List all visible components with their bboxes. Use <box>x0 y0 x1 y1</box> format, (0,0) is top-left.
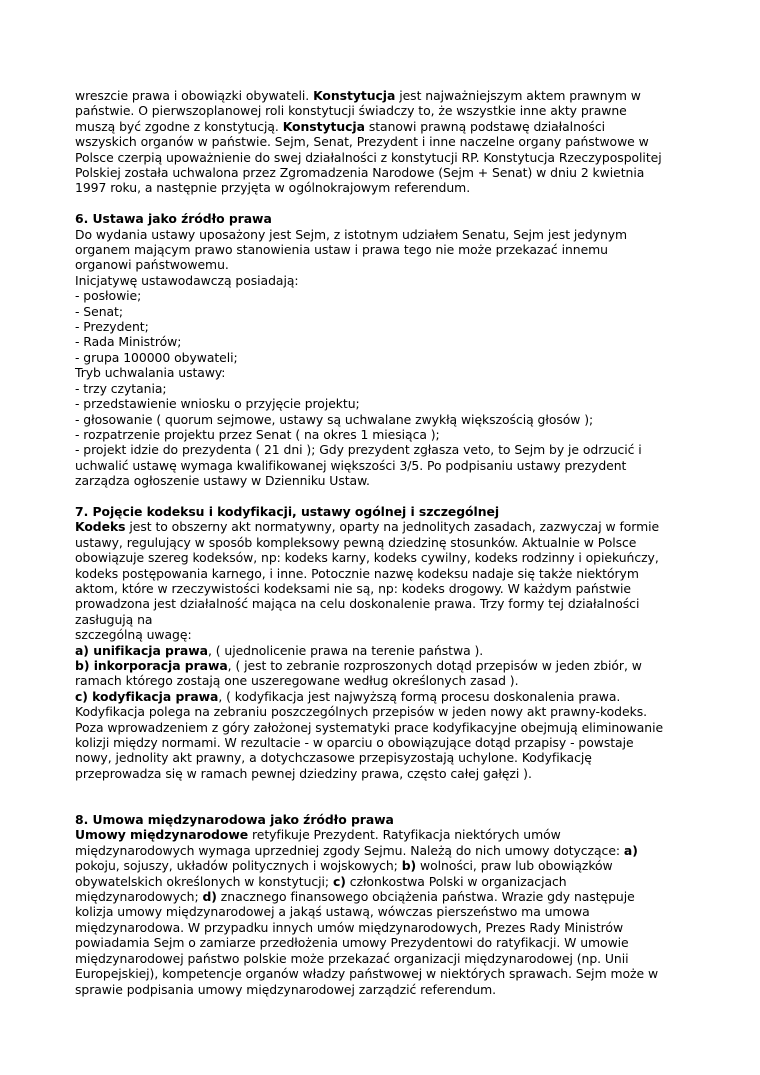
intro-paragraph: wreszcie prawa i obowiązki obywateli. Konstytucja jest najważniejszym aktem prawnym w państwie. O pierwszoplanowej roli konstytucji świadczy to, że wszystkie inne akty prawne muszą być zgodne z konstytucją. Konstytucja stanowi prawną podstawę działalności wszyskich organów w państwie. Sejm, Senat, Prezydent i inne naczelne organy państwowe w Polsce czerpią upoważnienie do swej działalności z konstytucji RP. Konstytucja Rzeczypospolitej Polskiej została uchwalona przez Zgromadzenia Narodowe (Sejm + Senat) w dniu 2 kwietnia 1997 roku, a następnie przyjęta w ogólnokrajowym referendum. <box>75 88 662 196</box>
bold-term: Konstytucja <box>282 118 365 134</box>
section-heading: 6. Ustawa jako źródło prawa <box>75 211 272 227</box>
bold-term: b) inkorporacja prawa <box>75 658 228 673</box>
section-8: 8. Umowa międzynarodowa jako źródło prawa Umowy międzynarodowe retyfikuje Prezydent. Ratyfikacja niektórych umów międzynarodowych wymaga uprzedniej zgody Sejmu. Należą do nich umowy dotyczące: a) pokoju, sojuszy, układów politycznych i wojskowych; b) wolności, praw lub obowiązków obywatelskich określonych w konstytucji; c) członkostwa Polski w organizacjach międzynarodowych; d) znacznego finansowego obciążenia państwa. Wrazie gdy następuje kolizja umowy międzynarodowej a jakąś ustawą, wówczas pierszeństwo ma umowa międzynarodowa. W przypadku innych umów międzynarodowych, Prezes Rady Ministrów powiadamia Sejm o zamiarze przedłożenia umowy Prezydentowi do ratyfikacji. W umowie międzynarodowej państwo polskie może przekazać organizacji międzynarodowej (np. Unii Europejskiej), kompetencje organów władzy państwowej w niektórych sprawach. Sejm może w sprawie podpisania umowy międzynarodowej zarządzić referendum. <box>75 812 659 997</box>
list-item: - Prezydent; <box>75 319 149 335</box>
procedure-label: Tryb uchwalania ustawy: <box>75 365 226 381</box>
document-page <box>75 88 695 997</box>
list-item: - Rada Ministrów; <box>75 334 182 350</box>
section-6: 6. Ustawa jako źródło prawa Do wydania ustawy uposażony jest Sejm, z istotnym udziałem Senatu, Sejm jest jedynym organem mającym prawo stanowienia ustaw i prawa tego nie może przekazać innemu organowi państwowemu. Inicjatywę ustawodawczą posiadają: - posłowie; - Senat; - Prezydent; - Rada Ministrów; - grupa 100000 obywateli; Tryb uchwalania ustawy: - trzy czytania; - przedstawienie wniosku o przyjęcie projektu; - głosowanie ( quorum sejmowe, ustawy są uchwalane zwykłą większością głosów ); - rozpatrzenie projektu przez Senat ( na okres 1 miesiąca ); - projekt idzie do prezydenta ( 21 dni ); Gdy prezydent zgłasza veto, to Sejm by je odrzucić i uchwalić ustawę wymaga kwalifikowanej większości 3/5. Po podpisaniu ustawy prezydent zarządza ogłoszenie ustawy w Dzienniku Ustaw. <box>75 211 695 488</box>
list-item: - rozpatrzenie projektu przez Senat ( na okres 1 miesiąca ); <box>75 426 440 442</box>
bold-term: Umowy międzynarodowe <box>75 827 249 843</box>
section-heading: 8. Umowa międzynarodowa jako źródło prawa <box>75 812 394 828</box>
list-item: - trzy czytania; <box>75 380 167 396</box>
list-item: - projekt idzie do prezydenta ( 21 dni ); Gdy prezydent zgłasza veto, to Sejm by je odrzucić i <box>75 442 642 458</box>
list-item: - grupa 100000 obywateli; <box>75 349 238 365</box>
list-item: uchwalić ustawę wymaga kwalifikowanej większości 3/5. Po podpisaniu ustawy prezydent <box>75 457 627 473</box>
bold-term: Konstytucja <box>313 88 396 103</box>
section-7: 7. Pojęcie kodeksu i kodyfikacji, ustawy ogólnej i szczególnej Kodeks jest to obszerny akt normatywny, oparty na jednolitych zasadach, zazwyczaj w formie ustawy, regulujący w sposób kompleksowy pewną dziedzinę stosunków. Aktualnie w Polsce obowiązuje szereg kodeksów, np: kodeks karny, kodeks cywilny, kodeks rodzinny i opiekuńczy, kodeks postępowania karnego, i inne. Potocznie nazwę kodeksu nadaje się także niektórym aktom, które w rzeczywistości kodeksami nie są, np: kodeks drogowy. W każdym państwie prowadzona jest działalność mająca na celu doskonalenie prawa. Trzy formy tej działalności zasługują na szczególną uwagę: a) unifikacja prawa, ( ujednolicenie prawa na terenie państwa ). b) inkorporacja prawa, ( jest to zebranie rozproszonych dotąd przepisów w jeden zbiór, w ramach którego zostają one uszeregowane według określonych zasad ). c) kodyfikacja prawa, ( kodyfikacja jest najwyższą formą procesu doskonalenia prawa. Kodyfikacja polega na zebraniu poszczególnych przepisów w jeden nowy akt prawny-kodeks. Poza wprowadzeniem z góry założonej systematyki prace kodyfikacyjne obejmują eliminowanie kolizji między normami. W rezultacie - w oparciu o obowiązujące dotąd przapisy - powstaje nowy, jednolity akt prawny, a dotychczasowe przepisyzostają uchylone. Kodyfikację przeprowadza się w ramach pewnej dziedziny prawa, często całej gałęzi ). <box>75 503 664 781</box>
list-item: zarządza ogłoszenie ustawy w Dzienniku Ustaw. <box>75 473 370 489</box>
list-item: - posłowie; <box>75 288 142 304</box>
section-heading: 7. Pojęcie kodeksu i kodyfikacji, ustawy ogólnej i szczególnej <box>75 503 500 519</box>
initiative-label: Inicjatywę ustawodawczą posiadają: <box>75 272 299 288</box>
bold-term: c) kodyfikacja prawa <box>75 688 219 704</box>
list-item: - głosowanie ( quorum sejmowe, ustawy są uchwalane zwykłą większością głosów ); <box>75 411 594 427</box>
list-item: - Senat; <box>75 303 123 319</box>
bold-term: a) unifikacja prawa <box>75 642 208 658</box>
bold-term: Kodeks <box>75 519 126 535</box>
list-item: - przedstawienie wniosku o przyjęcie projektu; <box>75 396 360 412</box>
